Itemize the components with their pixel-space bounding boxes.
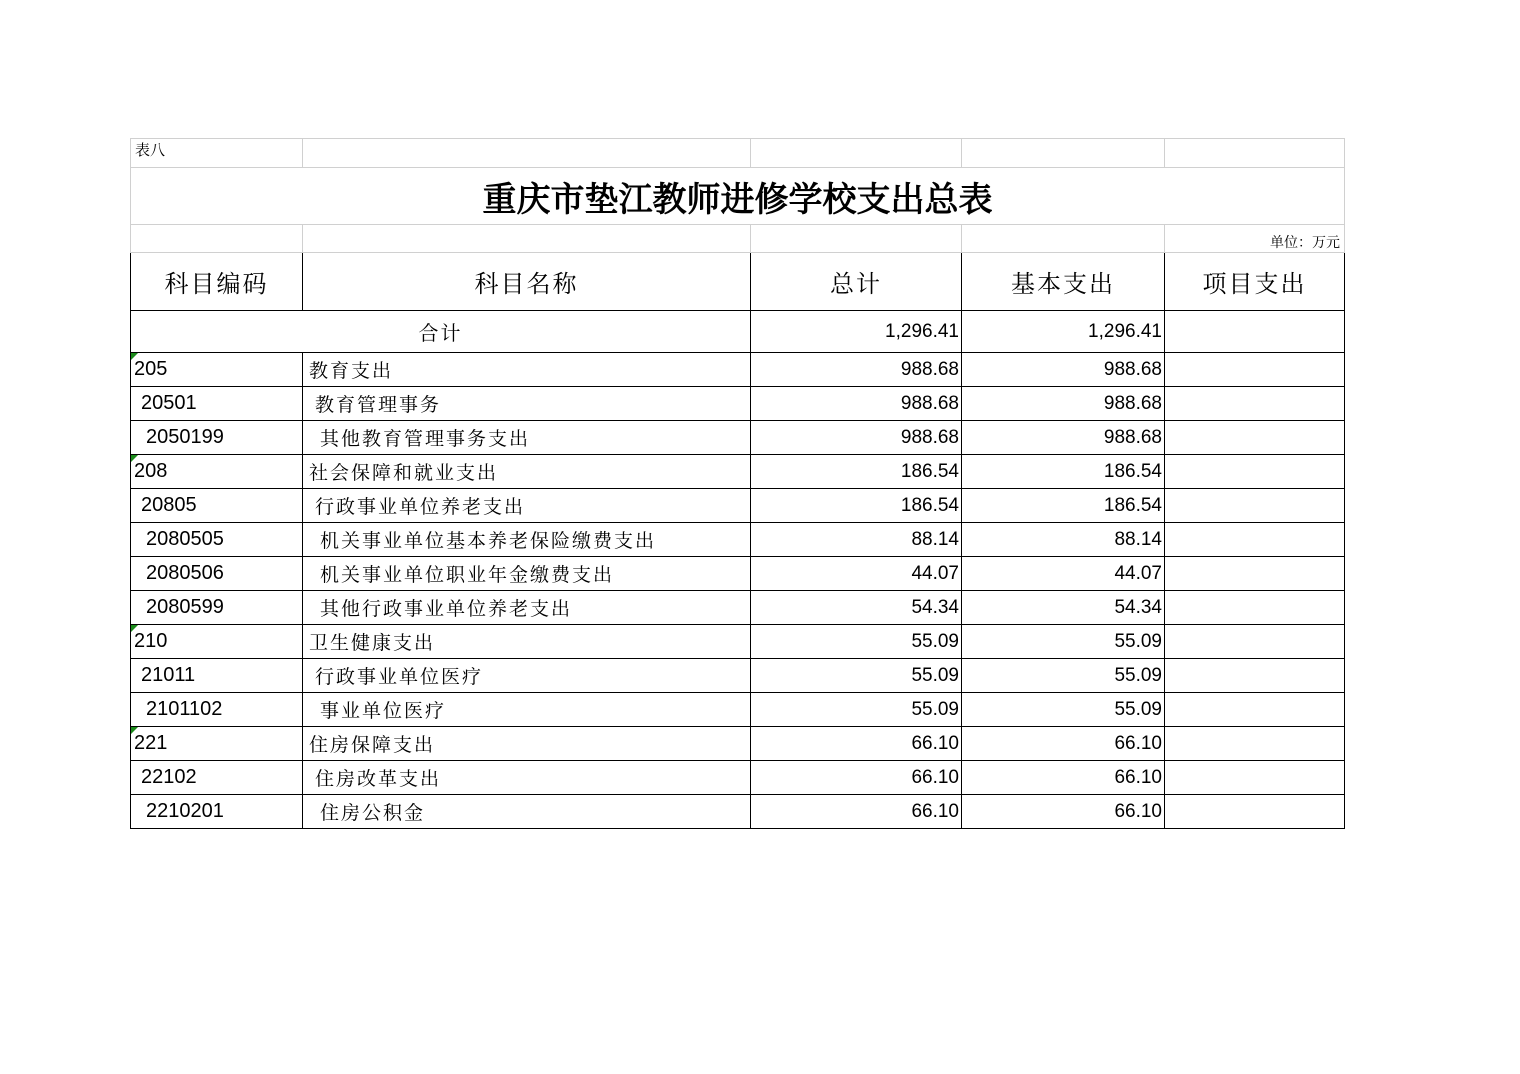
row-project	[1165, 659, 1345, 693]
row-code: 21011	[131, 659, 303, 693]
header-name: 科目名称	[303, 253, 751, 311]
row-code	[131, 727, 303, 761]
title-row	[131, 168, 1345, 225]
row-name: 行政事业单位养老支出	[303, 489, 751, 523]
expenditure-sheet	[130, 138, 1344, 829]
empty-cell	[131, 225, 303, 253]
table-row	[131, 761, 1345, 795]
row-basic: 55.09	[962, 625, 1165, 659]
row-total: 66.10	[751, 761, 962, 795]
row-total: 66.10	[751, 795, 962, 829]
row-basic: 988.68	[962, 421, 1165, 455]
summary-project	[1165, 311, 1345, 353]
row-basic: 88.14	[962, 523, 1165, 557]
tag-row	[131, 139, 1345, 168]
table-row	[131, 659, 1345, 693]
row-project	[1165, 557, 1345, 591]
empty-cell	[303, 225, 751, 253]
table-row	[131, 557, 1345, 591]
empty-cell	[303, 139, 751, 168]
row-name: 其他行政事业单位养老支出	[303, 591, 751, 625]
row-project	[1165, 591, 1345, 625]
row-total: 55.09	[751, 625, 962, 659]
row-total: 66.10	[751, 727, 962, 761]
header-row	[131, 253, 1345, 311]
expenditure-table	[130, 138, 1345, 829]
empty-cell	[751, 225, 962, 253]
row-name: 教育管理事务	[303, 387, 751, 421]
row-code-text: 205	[134, 358, 168, 380]
row-total: 988.68	[751, 387, 962, 421]
summary-row	[131, 311, 1345, 353]
row-name: 行政事业单位医疗	[303, 659, 751, 693]
row-project	[1165, 455, 1345, 489]
row-code: 2101102	[131, 693, 303, 727]
row-name: 卫生健康支出	[303, 625, 751, 659]
row-basic: 988.68	[962, 353, 1165, 387]
row-code: 2080506	[131, 557, 303, 591]
table-row	[131, 421, 1345, 455]
row-total: 988.68	[751, 421, 962, 455]
row-name: 住房公积金	[303, 795, 751, 829]
table-row	[131, 795, 1345, 829]
row-total: 186.54	[751, 489, 962, 523]
row-code: 20501	[131, 387, 303, 421]
unit-label: 单位：万元	[1165, 225, 1345, 253]
row-project	[1165, 353, 1345, 387]
cell-comment-marker-icon	[131, 455, 138, 462]
summary-label: 合计	[131, 311, 751, 353]
row-name: 教育支出	[303, 353, 751, 387]
row-basic: 988.68	[962, 387, 1165, 421]
row-code-text: 208	[134, 460, 168, 482]
row-total: 54.34	[751, 591, 962, 625]
row-code: 2050199	[131, 421, 303, 455]
row-name: 社会保障和就业支出	[303, 455, 751, 489]
row-total: 88.14	[751, 523, 962, 557]
row-name: 住房改革支出	[303, 761, 751, 795]
table-row	[131, 455, 1345, 489]
row-code: 22102	[131, 761, 303, 795]
row-code: 2080599	[131, 591, 303, 625]
row-code	[131, 353, 303, 387]
row-basic: 66.10	[962, 795, 1165, 829]
row-project	[1165, 693, 1345, 727]
table-tag: 表八	[131, 139, 303, 168]
row-basic: 66.10	[962, 761, 1165, 795]
row-code	[131, 455, 303, 489]
row-basic: 55.09	[962, 659, 1165, 693]
row-total: 186.54	[751, 455, 962, 489]
row-basic: 186.54	[962, 455, 1165, 489]
row-project	[1165, 727, 1345, 761]
row-code	[131, 625, 303, 659]
row-project	[1165, 421, 1345, 455]
row-project	[1165, 795, 1345, 829]
header-project: 项目支出	[1165, 253, 1345, 311]
table-row	[131, 489, 1345, 523]
header-total: 总计	[751, 253, 962, 311]
table-row	[131, 353, 1345, 387]
row-name: 机关事业单位基本养老保险缴费支出	[303, 523, 751, 557]
row-code-text: 221	[134, 732, 168, 754]
table-row	[131, 625, 1345, 659]
row-basic: 44.07	[962, 557, 1165, 591]
row-total: 44.07	[751, 557, 962, 591]
table-row	[131, 693, 1345, 727]
row-project	[1165, 387, 1345, 421]
table-row	[131, 523, 1345, 557]
row-project	[1165, 523, 1345, 557]
row-name: 其他教育管理事务支出	[303, 421, 751, 455]
row-code-text: 210	[134, 630, 168, 652]
row-total: 988.68	[751, 353, 962, 387]
summary-basic: 1,296.41	[962, 311, 1165, 353]
row-name: 机关事业单位职业年金缴费支出	[303, 557, 751, 591]
row-basic: 55.09	[962, 693, 1165, 727]
cell-comment-marker-icon	[131, 625, 138, 632]
empty-cell	[962, 225, 1165, 253]
row-basic: 54.34	[962, 591, 1165, 625]
summary-total: 1,296.41	[751, 311, 962, 353]
cell-comment-marker-icon	[131, 353, 138, 360]
row-code: 2080505	[131, 523, 303, 557]
header-code: 科目编码	[131, 253, 303, 311]
cell-comment-marker-icon	[131, 727, 138, 734]
row-code: 20805	[131, 489, 303, 523]
row-total: 55.09	[751, 693, 962, 727]
row-basic: 66.10	[962, 727, 1165, 761]
row-project	[1165, 625, 1345, 659]
row-project	[1165, 489, 1345, 523]
table-row	[131, 591, 1345, 625]
empty-cell	[751, 139, 962, 168]
row-name: 住房保障支出	[303, 727, 751, 761]
table-row	[131, 727, 1345, 761]
empty-cell	[962, 139, 1165, 168]
row-project	[1165, 761, 1345, 795]
row-basic: 186.54	[962, 489, 1165, 523]
table-row	[131, 387, 1345, 421]
row-total: 55.09	[751, 659, 962, 693]
unit-row	[131, 225, 1345, 253]
empty-cell	[1165, 139, 1345, 168]
row-code: 2210201	[131, 795, 303, 829]
row-name: 事业单位医疗	[303, 693, 751, 727]
header-basic: 基本支出	[962, 253, 1165, 311]
page-title: 重庆市垫江教师进修学校支出总表	[131, 168, 1345, 225]
